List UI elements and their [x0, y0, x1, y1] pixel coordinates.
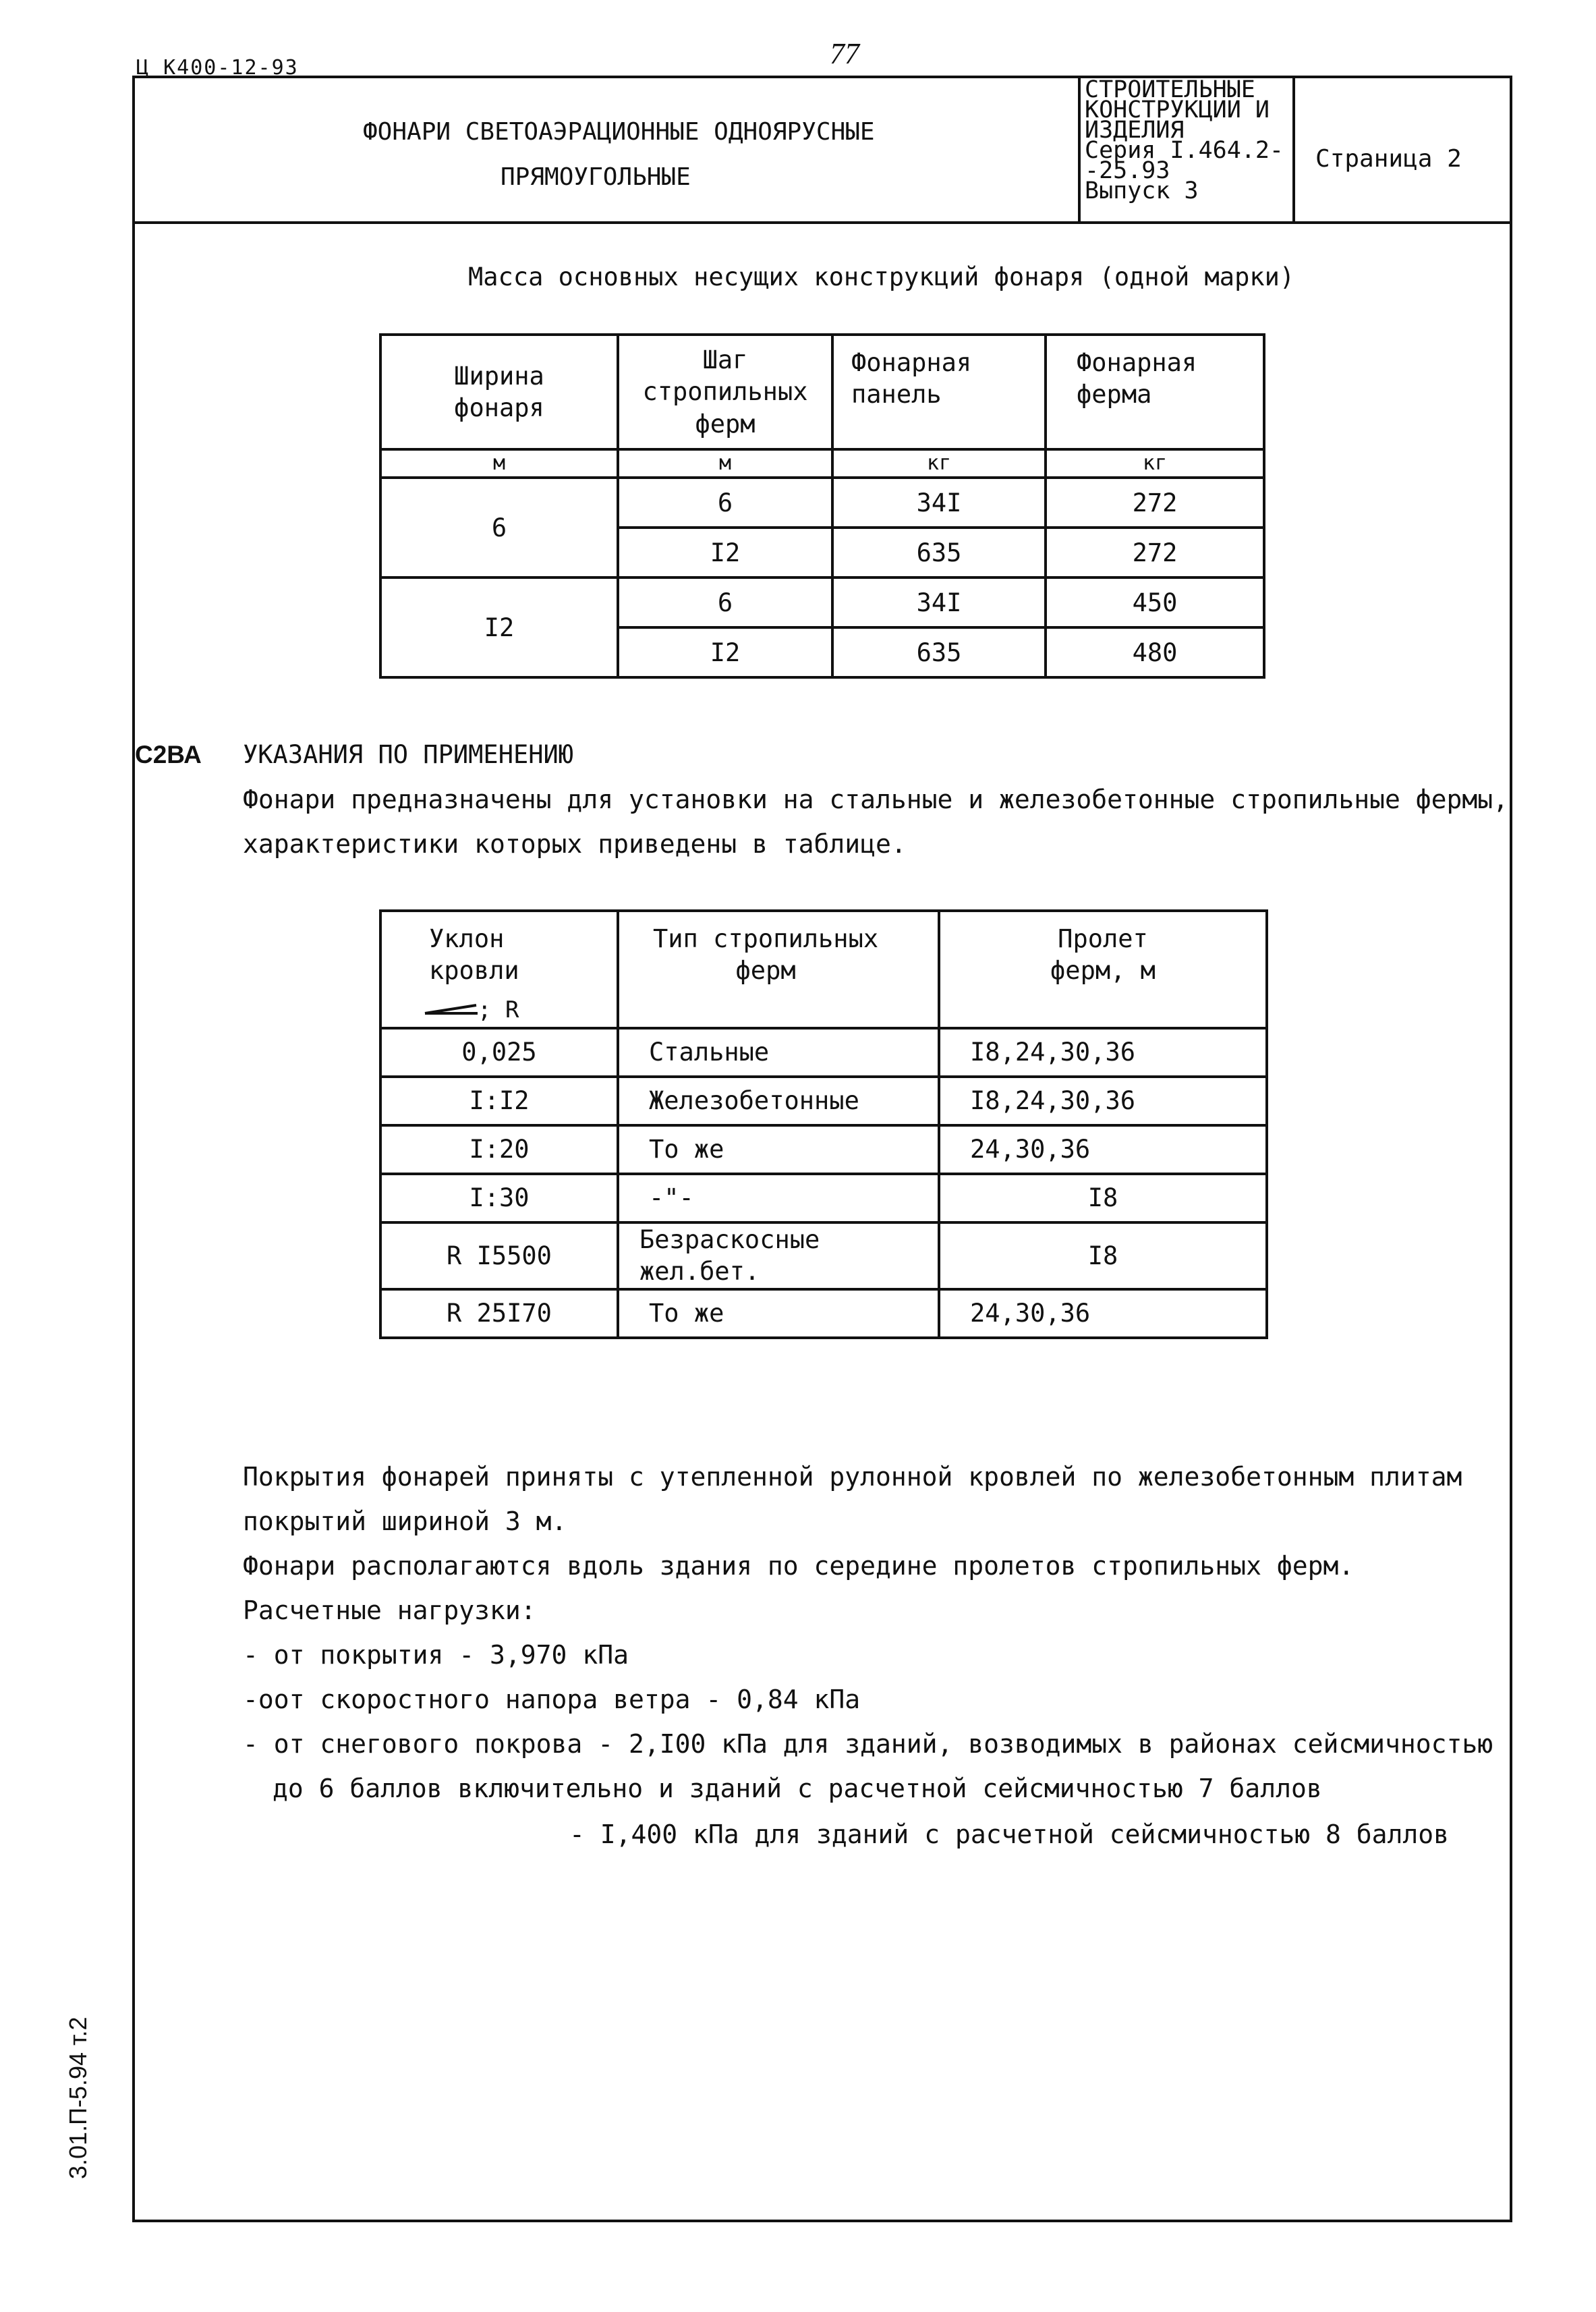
- unit-cell: м: [380, 449, 618, 478]
- truss-table: [379, 909, 1268, 1339]
- table-cell: 6: [618, 577, 832, 627]
- table-row: [380, 478, 1264, 528]
- section-title: УКАЗАНИЯ ПО ПРИМЕНЕНИЮ: [243, 740, 574, 769]
- unit-cell: кг: [832, 449, 1046, 478]
- document-title-line-1: ФОНАРИ СВЕТОАЭРАЦИОННЫЕ ОДНОЯРУСНЫЕ: [363, 118, 875, 146]
- truss-type-cell: То же: [618, 1125, 939, 1174]
- series-stamp-line: КОНСТРУКЦИИ И: [1085, 96, 1270, 123]
- slope-cell: I:20: [380, 1125, 618, 1174]
- series-stamp-line: ИЗДЕЛИЯ: [1085, 117, 1185, 144]
- slope-cell: I:30: [380, 1174, 618, 1222]
- title-block-divider-2: [1292, 76, 1295, 223]
- table-row: [380, 1174, 1267, 1222]
- header-text: Ширина фонаря: [454, 361, 544, 422]
- header-text: Тип стропильных ферм: [653, 924, 879, 986]
- span-cell: I8: [939, 1174, 1267, 1222]
- unit-cell: кг: [1046, 449, 1264, 478]
- note-line: Фонари располагаются вдоль здания по середине пролетов стропильных ферм.: [243, 1551, 1355, 1581]
- series-stamp-line: -25.93: [1085, 157, 1170, 184]
- width-cell: I2: [380, 577, 618, 677]
- table-row: [380, 1077, 1267, 1125]
- table-cell: 635: [832, 528, 1046, 577]
- table-cell: 272: [1046, 478, 1264, 528]
- table-row: [380, 1028, 1267, 1077]
- header-text: Фонарная панель: [851, 348, 972, 410]
- header-text: Пролет ферм, м: [1050, 924, 1156, 986]
- table-cell: 480: [1046, 627, 1264, 677]
- truss-type-cell: Железобетонные: [618, 1077, 939, 1125]
- header-text: Уклон кровли: [429, 924, 519, 986]
- mass-table-header-row: [380, 335, 1264, 449]
- table-cell: 272: [1046, 528, 1264, 577]
- header-text: Шаг стропильных ферм: [642, 345, 808, 439]
- note-line: - I,400 кПа для зданий с расчетной сейсмичностью 8 баллов: [569, 1820, 1450, 1849]
- slope-cell: I:I2: [380, 1077, 618, 1125]
- width-cell: 6: [380, 478, 618, 577]
- section-intro-line: Фонари предназначены для установки на стальные и железобетонные стропильные фермы,: [243, 785, 1508, 814]
- header-text: Фонарная ферма: [1077, 348, 1197, 410]
- note-line: покрытий шириной 3 м.: [243, 1506, 567, 1536]
- header-cell: [618, 335, 832, 449]
- table-cell: 34I: [832, 478, 1046, 528]
- page-label: Страница 2: [1315, 145, 1462, 173]
- table-row: [380, 1222, 1267, 1289]
- span-cell: I8: [939, 1222, 1267, 1289]
- section-code: С2ВА: [135, 741, 202, 768]
- header-cell: [1046, 335, 1264, 449]
- unit-cell: м: [618, 449, 832, 478]
- header-cell: [380, 335, 618, 449]
- table-cell: 6: [618, 478, 832, 528]
- document-code: Ц К400-12-93: [136, 56, 299, 80]
- mass-table: [379, 333, 1265, 679]
- header-cell: [618, 911, 939, 1028]
- header-cell: [939, 911, 1267, 1028]
- table-row: [380, 577, 1264, 627]
- table-row: [380, 1289, 1267, 1338]
- note-line: Расчетные нагрузки:: [243, 1596, 536, 1625]
- side-archive-code: 3.01.П-5.94 т.2: [64, 2017, 92, 2179]
- series-stamp-line: Выпуск 3: [1085, 177, 1199, 204]
- table-cell: I2: [618, 627, 832, 677]
- page-number: 77: [830, 37, 859, 70]
- span-cell: I8,24,30,36: [939, 1077, 1267, 1125]
- slope-cell: R I5500: [380, 1222, 618, 1289]
- truss-type-cell: -"-: [618, 1174, 939, 1222]
- slope-cell: 0,025: [380, 1028, 618, 1077]
- note-line: Покрытия фонарей приняты с утепленной рулонной кровлей по железобетонным плитам: [243, 1462, 1462, 1492]
- mass-table-units-row: [380, 449, 1264, 478]
- truss-type-cell: Безраскосные жел.бет.: [618, 1222, 939, 1289]
- series-stamp-line: Серия I.464.2-: [1085, 137, 1284, 164]
- slope-cell: R 25I70: [380, 1289, 618, 1338]
- truss-type-cell: Стальные: [618, 1028, 939, 1077]
- table-cell: 34I: [832, 577, 1046, 627]
- table-cell: 450: [1046, 577, 1264, 627]
- document-title-line-2: ПРЯМОУГОЛЬНЫЕ: [501, 163, 691, 191]
- note-line: -оот скоростного напора ветра - 0,84 кПа: [243, 1685, 861, 1714]
- truss-type-cell: То же: [618, 1289, 939, 1338]
- header-cell: [832, 335, 1046, 449]
- table-row: [380, 1125, 1267, 1174]
- section-intro-line: характеристики которых приведены в таблице.: [243, 829, 907, 859]
- table-cell: 635: [832, 627, 1046, 677]
- header-cell: [380, 911, 618, 1028]
- span-cell: I8,24,30,36: [939, 1028, 1267, 1077]
- note-line: до 6 баллов включительно и зданий с расчетной сейсмичностью 7 баллов: [273, 1774, 1322, 1803]
- series-stamp-line: СТРОИТЕЛЬНЫЕ: [1085, 76, 1255, 103]
- note-line: - от покрытия - 3,970 кПа: [243, 1640, 629, 1670]
- span-cell: 24,30,36: [939, 1289, 1267, 1338]
- note-line: - от снегового покрова - 2,I00 кПа для зданий, возводимых в районах сейсмичностью: [243, 1729, 1493, 1759]
- span-cell: 24,30,36: [939, 1125, 1267, 1174]
- truss-table-header-row: [380, 911, 1267, 1028]
- title-block-bottom-line: [132, 221, 1512, 224]
- table-cell: I2: [618, 528, 832, 577]
- title-block-divider-1: [1078, 76, 1081, 223]
- mass-table-caption: Масса основных несущих конструкций фонаря (одной марки): [468, 262, 1295, 291]
- slope-symbol-suffix: ; R: [478, 996, 519, 1023]
